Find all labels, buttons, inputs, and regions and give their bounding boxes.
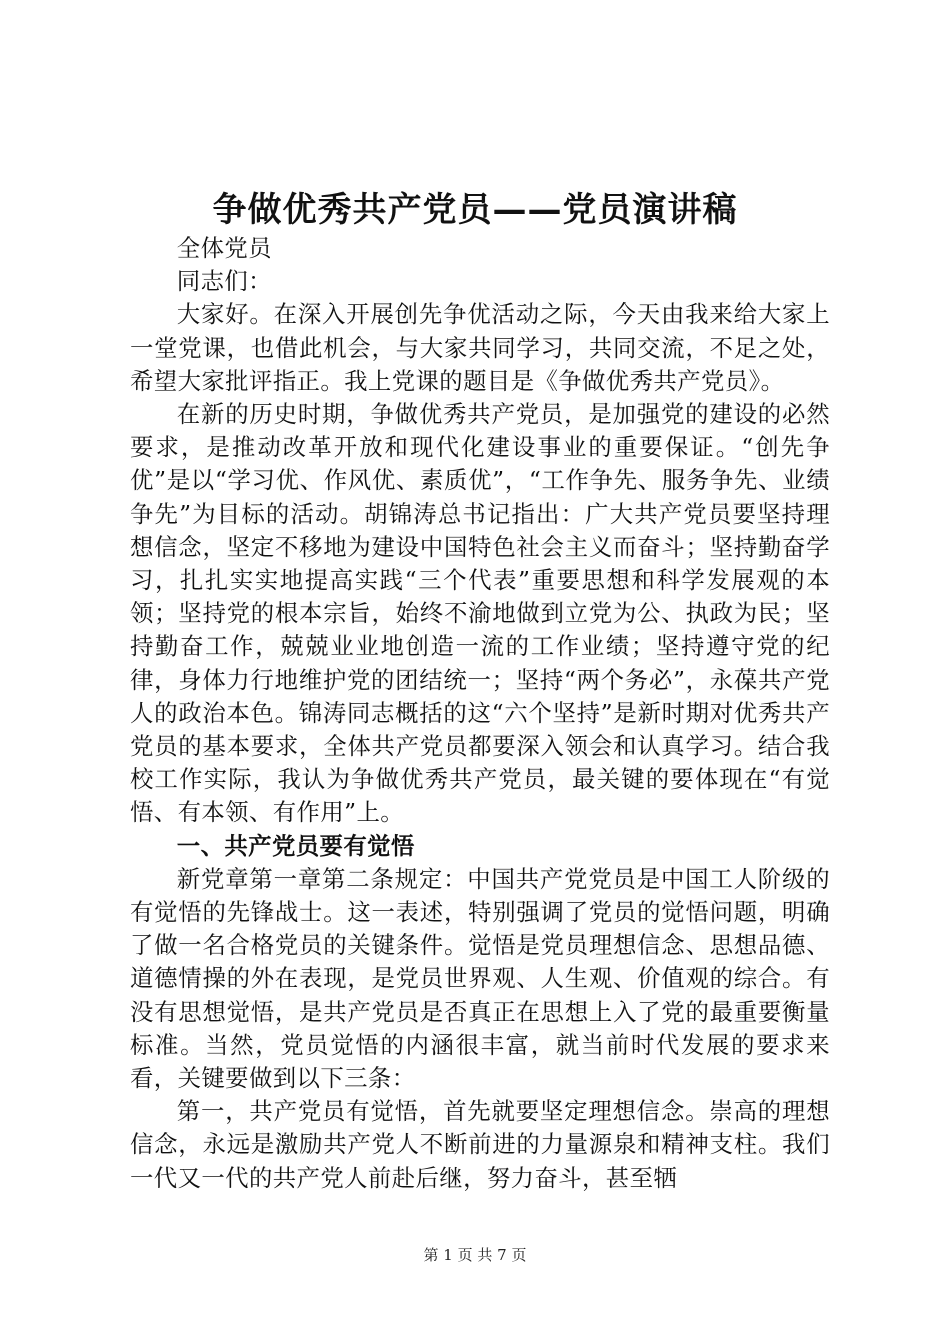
salutation-line: 全体党员 — [176, 234, 272, 262]
salutation-line: 同志们： — [176, 267, 272, 296]
body-paragraph: 在新的历史时期，争做优秀共产党员，是加强党的建设的必然要求，是推动改革开放和现代化建设事业的重要保证。“创先争优”是以“学习优、作风优、素质优”，“工作争先、服务争先、业绩争先”为目标的活动。胡锦涛总书记指出：广大共产党员要坚持理想信念，坚定不移地为建设中国特色社会主义而奋斗；坚持勤奋学习，扎扎实实地提高实践“三个代表”重要思想和科学发展观的本领；坚持党的根本宗旨，始终不渝地做到立党为公、执政为民；坚持勤奋工作，兢兢业业地创造一流的工作业绩；坚持遵守党的纪律，身体力行地维护党的团结统一；坚持“两个务必”，永葆共产党人的政治本色。锦涛同志概括的这“六个坚持”是新时期对优秀共产党员的基本要求，全体共产党员都要深入领会和认真学习。结合我校工作实际，我认为争做优秀共产党员，最关键的要体现在“有觉悟、有本领、有作用”上。 — [130, 400, 830, 827]
body-paragraph: 新党章第一章第二条规定：中国共产党党员是中国工人阶级的有觉悟的先锋战士。这一表述，特别强调了党员的觉悟问题，明确了做一名合格党员的关键条件。觉悟是党员理想信念、思想品德、道德情操的外在表现，是党员世界观、人生观、价值观的综合。有没有思想觉悟，是共产党员是否真正在思想上入了党的最重要衡量标准。当然，党员觉悟的内涵很丰富，就当前时代发展的要求来看，关键要做到以下三条： — [130, 864, 830, 1093]
document-body — [130, 232, 830, 1195]
document-title: 争做优秀共产党员——党员演讲稿 — [212, 190, 738, 230]
body-paragraph: 第一，共产党员有觉悟，首先就要坚定理想信念。崇高的理想信念，永远是激励共产党人不断前进的力量源泉和精神支柱。我们一代又一代的共产党人前赴后继，努力奋斗，甚至牺 — [130, 1097, 830, 1192]
page-footer: 第 1 页 共 7 页 — [423, 1246, 527, 1264]
section-heading: 一、共产党员要有觉悟 — [176, 831, 415, 860]
body-paragraph: 大家好。在深入开展创先争优活动之际，今天由我来给大家上一堂党课，也借此机会，与大家共同学习，共同交流，不足之处，希望大家批评指正。我上党课的题目是《争做优秀共产党员》。 — [130, 300, 830, 395]
